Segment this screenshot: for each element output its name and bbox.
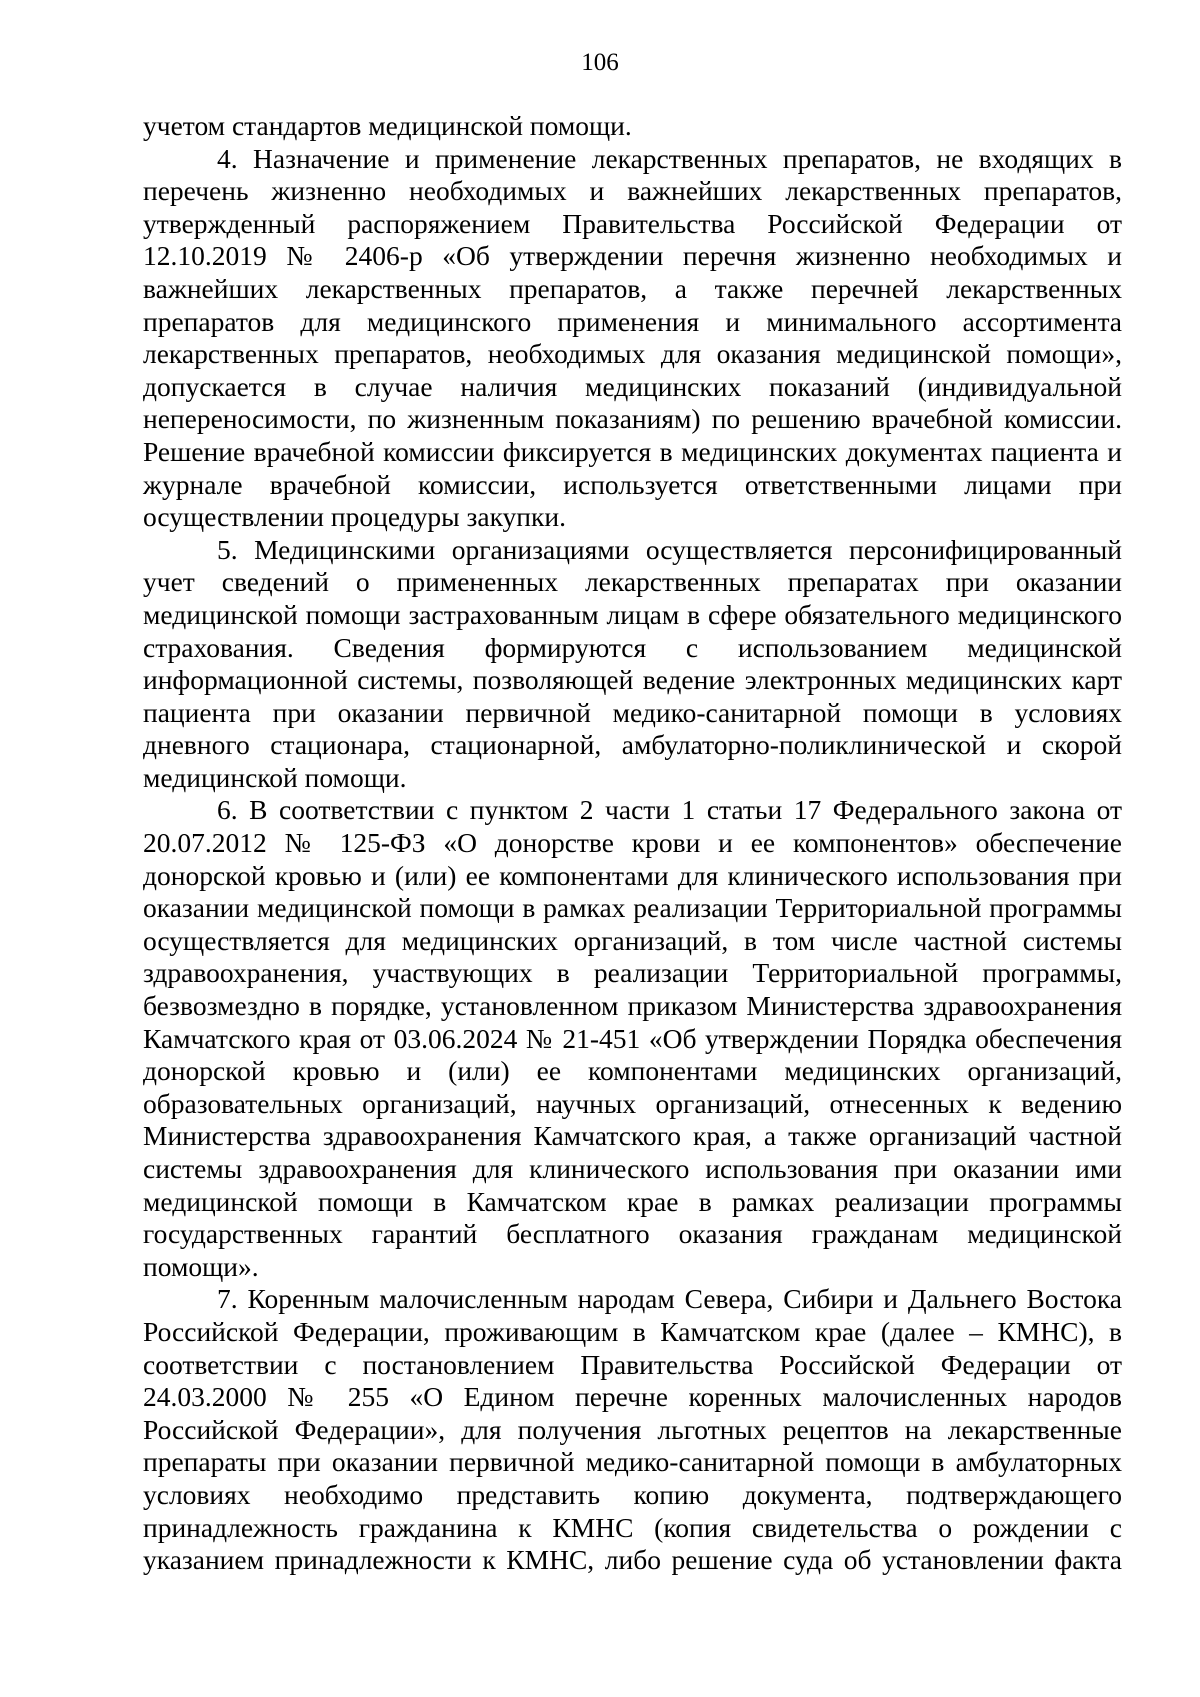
- page-number: 106: [581, 49, 619, 76]
- paragraph-continuation: учетом стандартов медицинской помощи.: [143, 110, 632, 141]
- paragraph-item-5: 5. Медицинскими организациями осуществляется персонифицированный учет сведений о примененных лекарственных препаратах при оказании медицинской помощи застрахованным лицам в сфере обязательного медицинского страхования. Сведения формируются с использованием медицинской информационной системы, позволяющей ведение электронных медицинских карт пациента при оказании первичной медико-санитарной помощи в условиях дневного стационара, стационарной, амбулаторно-поликлинической и скорой медицинской помощи.: [143, 533, 1122, 793]
- document-body: [143, 110, 1122, 1577]
- paragraph-item-4: 4. Назначение и применение лекарственных препаратов, не входящих в перечень жизненно необходимых и важнейших лекарственных препаратов, утвержденный распоряжением Правительства Российской Федерации от 12.10.2019 № 2406-р «Об утверждении перечня жизненно необходимых и важнейших лекарственных препаратов, а также перечней лекарственных препаратов для медицинского применения и минимального ассортимента лекарственных препаратов, необходимых для оказания медицинской помощи», допускается в случае наличия медицинских показаний (индивидуальной непереносимости, по жизненным показаниям) по решению врачебной комиссии. Решение врачебной комиссии фиксируется в медицинских документах пациента и журнале врачебной комиссии, используется ответственными лицами при осуществлении процедуры закупки.: [143, 142, 1122, 533]
- paragraph-item-7: 7. Коренным малочисленным народам Севера, Сибири и Дальнего Востока Российской Федерации, проживающим в Камчатском крае (далее – КМНС), в соответствии с постановлением Правительства Российской Федерации от 24.03.2000 № 255 «О Едином перечне коренных малочисленных народов Российской Федерации», для получения льготных рецептов на лекарственные препараты при оказании первичной медико-санитарной помощи в амбулаторных условиях необходимо представить копию документа, подтверждающего принадлежность гражданина к КМНС (копия свидетельства о рождении с указанием принадлежности к КМНС, либо решение суда об установлении факта: [143, 1283, 1122, 1576]
- paragraph-item-6: 6. В соответствии с пунктом 2 части 1 статьи 17 Федерального закона от 20.07.2012 № 125-ФЗ «О донорстве крови и ее компонентов» обеспечение донорской кровью и (или) ее компонентами для клинического использования при оказании медицинской помощи в рамках реализации Территориальной программы осуществляется для медицинских организаций, в том числе частной системы здравоохранения, участвующих в реализации Территориальной программы, безвозмездно в порядке, установленном приказом Министерства здравоохранения Камчатского края от 03.06.2024 № 21-451 «Об утверждении Порядка обеспечения донорской кровью и (или) ее компонентами медицинских организаций, образовательных организаций, научных организаций, отнесенных к ведению Министерства здравоохранения Камчатского края, а также организаций частной системы здравоохранения для клинического использования при оказании ими медицинской помощи в Камчатском крае в рамках реализации программы государственных гарантий бесплатного оказания гражданам медицинской помощи».: [143, 794, 1122, 1282]
